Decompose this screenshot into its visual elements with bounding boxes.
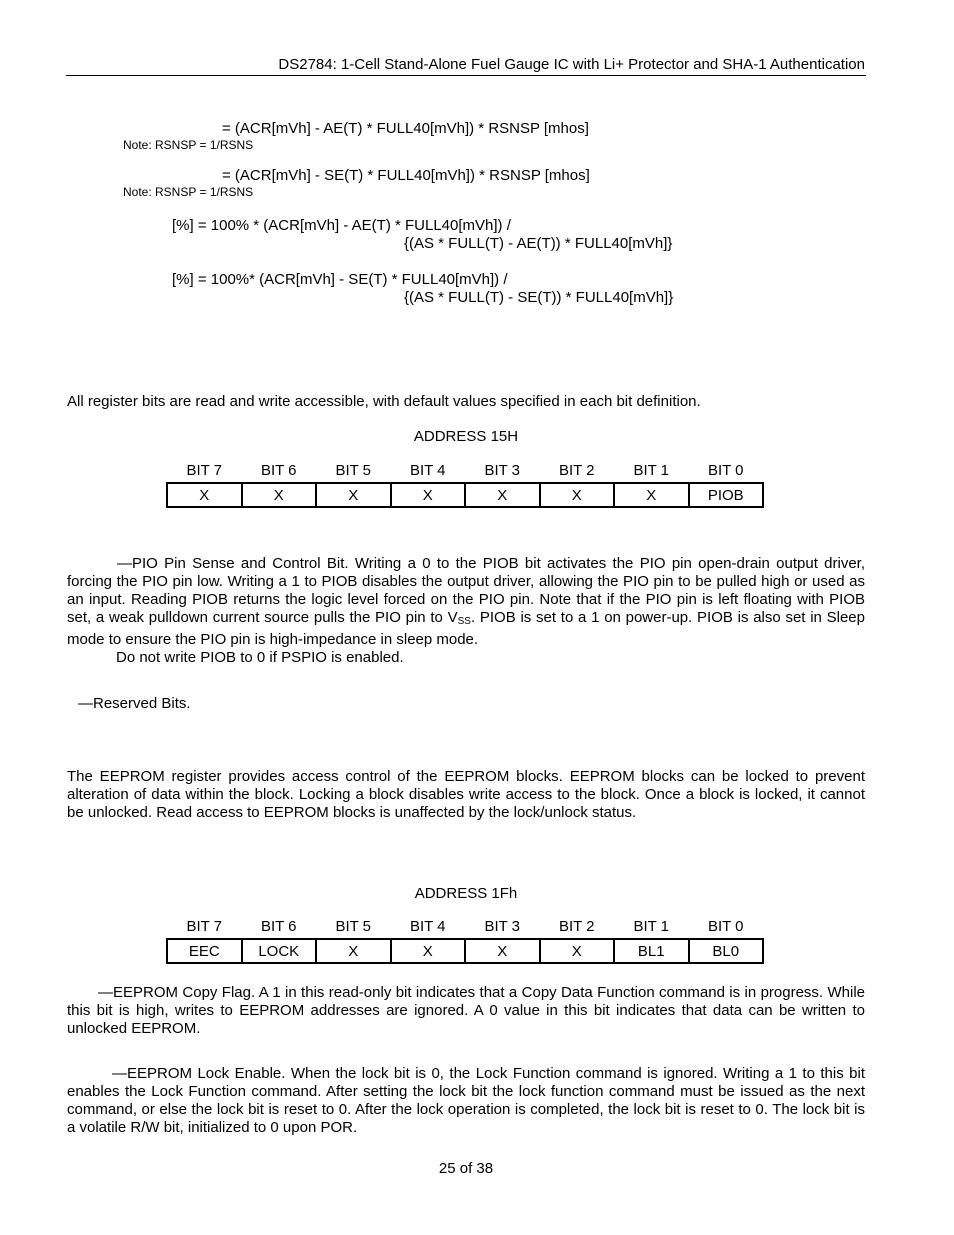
formula-2-note: Note: RSNSP = 1/RSNS [123, 185, 254, 199]
bit-label: BIT 3 [484, 917, 521, 935]
bit-value: X [540, 939, 615, 963]
bit-value: BL0 [689, 939, 764, 963]
formula-4-line-2: {(AS * FULL(T) - SE(T)) * FULL40[mVh]} [404, 289, 674, 306]
bit-value: X [167, 483, 242, 507]
register-2-bit-header-row [167, 914, 763, 939]
bit-value: EEC [167, 939, 242, 963]
register-1-bit-header-row [167, 458, 763, 483]
bit-value: X [614, 483, 689, 507]
bit-label: BIT 0 [707, 917, 744, 935]
bit-label: BIT 2 [558, 461, 595, 479]
bit-value: X [540, 483, 615, 507]
bit-label: BIT 6 [260, 461, 297, 479]
bit-label: BIT 6 [260, 917, 297, 935]
bit-value: X [242, 483, 317, 507]
bit-label: BIT 5 [335, 461, 372, 479]
eeprom-intro: The EEPROM register provides access control of the EEPROM blocks. EEPROM blocks can be locked to prevent alteration of data within the block. Locking a block disables write access to the block. Once a block is locked, it cannot be unlocked. Read access to EEPROM blocks is unaffected by the lock/unlock status. [67, 768, 865, 821]
bit-value: LOCK [242, 939, 317, 963]
reserved-bits-description: —Reserved Bits. [78, 695, 191, 712]
bit-value: BL1 [614, 939, 689, 963]
bit-value: PIOB [689, 483, 764, 507]
formula-4-line-1: [%] = 100%* (ACR[mVh] - SE(T) * FULL40[mVh]) / [172, 271, 508, 288]
bit-label: BIT 2 [558, 917, 595, 935]
register-2-table [166, 914, 764, 964]
piob-description [67, 555, 865, 649]
bit-label: BIT 5 [335, 917, 372, 935]
page-number: 25 of 38 [438, 1160, 494, 1177]
eec-text: —EEPROM Copy Flag. A 1 in this read-only bit indicates that a Copy Data Function command is in progress. While this bit is high, writes to EEPROM addresses are ignored. A 0 value in this bit indicates that data can be written to unlocked EEPROM. [67, 984, 865, 1037]
register-1-address: ADDRESS 15H [413, 428, 519, 445]
bit-value: X [316, 939, 391, 963]
bit-label: BIT 4 [409, 917, 446, 935]
bit-label: BIT 1 [633, 917, 670, 935]
bit-label: BIT 3 [484, 461, 521, 479]
register-1-value-row [167, 483, 763, 507]
bit-label: BIT 7 [186, 917, 223, 935]
page-header-title: DS2784: 1-Cell Stand-Alone Fuel Gauge IC with Li+ Protector and SHA-1 Authentication [278, 56, 865, 73]
bit-label: BIT 4 [409, 461, 446, 479]
bit-value: X [316, 483, 391, 507]
lock-description [67, 1065, 865, 1137]
formula-2: = (ACR[mVh] - SE(T) * FULL40[mVh]) * RSNSP [mhos] [222, 167, 590, 184]
bit-label: BIT 1 [633, 461, 670, 479]
bit-value: X [391, 483, 466, 507]
register-intro: All register bits are read and write accessible, with default values specified in each bit definition. [67, 393, 701, 410]
bit-value: X [391, 939, 466, 963]
bit-value: X [465, 483, 540, 507]
formula-3-line-1: [%] = 100% * (ACR[mVh] - AE(T) * FULL40[mVh]) / [172, 217, 511, 234]
formula-1-note: Note: RSNSP = 1/RSNS [123, 138, 254, 152]
piob-text-post: . PIOB is set to a 1 on power-up. PIOB is also set in Sleep mode to ensure the PIO pin is high-impedance in sleep mode. [67, 609, 865, 648]
register-2-value-row [167, 939, 763, 963]
bit-value: X [465, 939, 540, 963]
bit-label: BIT 7 [186, 461, 223, 479]
header-rule [66, 75, 866, 76]
register-1-table [166, 458, 764, 508]
formula-1: = (ACR[mVh] - AE(T) * FULL40[mVh]) * RSNSP [mhos] [222, 120, 589, 137]
bit-label: BIT 0 [707, 461, 744, 479]
formula-3-line-2: {(AS * FULL(T) - AE(T)) * FULL40[mVh]} [404, 235, 673, 252]
register-2-address: ADDRESS 1Fh [414, 885, 518, 902]
eec-description [67, 984, 865, 1038]
piob-vss-subscript: SS [457, 616, 471, 627]
piob-note: Do not write PIOB to 0 if PSPIO is enabled. [116, 649, 404, 666]
piob-text-pre: —PIO Pin Sense and Control Bit. Writing a 0 to the PIOB bit activates the PIO pin open-drain output driver, forcing the PIO pin low. Writing a 1 to PIOB disables the output driver, allowing the PIO pin to be pulled high or used as an input. Reading PIOB returns the logic level forced on the PIO pin. Note that if the PIO pin is left floating with PIOB set, a weak pulldown current source pulls the PIO pin to V [67, 555, 865, 626]
lock-text: —EEPROM Lock Enable. When the lock bit is 0, the Lock Function command is ignored. Writing a 1 to this bit enables the Lock Function command. After setting the lock bit the lock function command must be issued as the next command, or else the lock bit is reset to 0. After the lock operation is completed, the lock bit is reset to 0. The lock bit is a volatile R/W bit, initialized to 0 upon POR. [67, 1065, 865, 1136]
